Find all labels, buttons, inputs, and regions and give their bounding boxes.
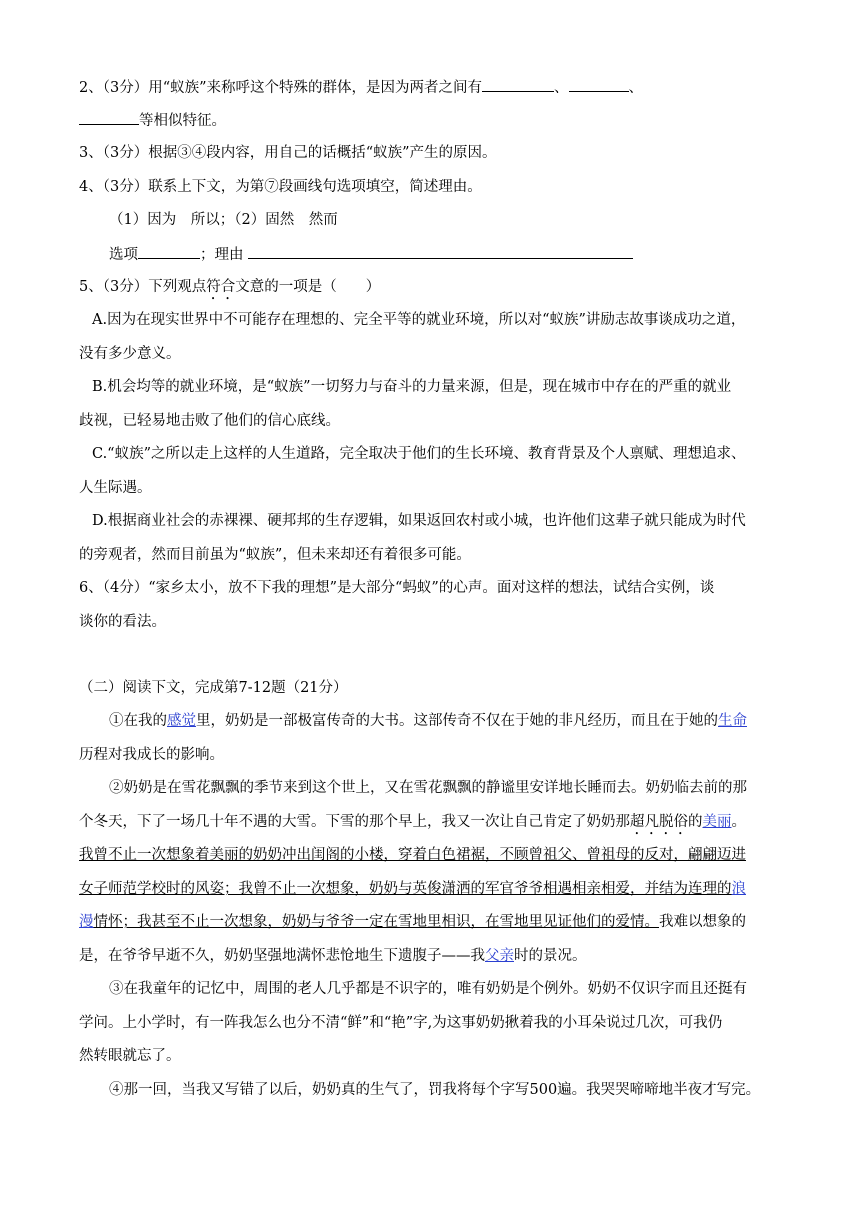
paragraph-2-line-3: 我曾不止一次想象着美丽的奶奶冲出闺阁的小楼，穿着白色裙裾，不顾曾祖父、曾祖母的反对，翩翩迈进 [79, 847, 746, 863]
question-4-options: （1）因为 所以；（2）固然 然而 [109, 212, 338, 228]
question-2-line-2: 等相似特征。 [79, 110, 226, 131]
question-6-line-1: 6、（4分）“家乡太小，放不下我的理想”是大部分“蚂蚁”的心声。面对这样的想法，试结合实例，谈 [79, 580, 715, 596]
paragraph-1-line-2: 历程对我成长的影响。 [79, 747, 224, 763]
paragraph-2-line-1: ②奶奶是在雪花飘飘的季节来到这个世上，又在雪花飘飘的静谧里安详地长睡而去。奶奶临去前的那 [109, 780, 747, 796]
answer-blank[interactable] [569, 77, 629, 92]
question-4: 4、（3分）联系上下文，为第⑦段画线句选项填空，简述理由。 [79, 179, 482, 195]
link-shengming[interactable]: 生命 [718, 713, 747, 729]
section-2-heading: （二）阅读下文，完成第7-12题（21分） [79, 680, 348, 696]
paragraph-1-line-1: ①在我的感觉里，奶奶是一部极富传奇的大书。这部传奇不仅在于她的非凡经历，而且在于她的生命 [109, 713, 747, 729]
link-langman-2[interactable]: 漫 [79, 914, 94, 930]
option-b-line-2: 歧视，已轻易地击败了他们的信心底线。 [79, 413, 340, 429]
question-2-line-1: 2、（3分）用“蚁族”来称呼这个特殊的群体，是因为两者之间有 、 、 [79, 77, 643, 98]
question-3: 3、（3分）根据③④段内容，用自己的话概括“蚁族”产生的原因。 [79, 145, 497, 161]
paragraph-2-line-5: 漫情怀；我甚至不止一次想象，奶奶与爷爷一定在雪地里相识，在雪地里见证他们的爱情。我难以想象的 [79, 914, 746, 930]
option-c-line-1: C.“蚁族”之所以走上这样的人生道路，完全取决于他们的生长环境、教育背景及个人禀赋、理想追求、 [92, 446, 746, 462]
paragraph-4-line-1: ④那一回，当我又写错了以后，奶奶真的生气了，罚我将每个字写500遍。我哭哭啼啼地半夜才写完。 [109, 1082, 761, 1098]
paragraph-3-line-3: 然转眼就忘了。 [79, 1048, 181, 1064]
answer-blank[interactable] [79, 110, 139, 125]
option-d-line-1: D.根据商业社会的赤裸裸、硬邦邦的生存逻辑，如果返回农村或小城，也许他们这辈子就只能成为时代 [92, 513, 746, 529]
option-d-line-2: 的旁观者，然而目前虽为“蚁族”，但未来却还有着很多可能。 [79, 547, 471, 563]
link-fuqin[interactable]: 父亲 [485, 948, 514, 964]
option-a-line-2: 没有多少意义。 [79, 346, 181, 362]
answer-blank[interactable] [482, 77, 554, 92]
question-4-answer-line: 选项 ；理由 [109, 244, 633, 265]
link-ganjue[interactable]: 感觉 [167, 713, 196, 729]
option-a-line-1: A.因为在现实世界中不可能存在理想的、完全平等的就业环境，所以对“蚁族”讲励志故事谈成功之道， [92, 312, 746, 328]
paragraph-3-line-2: 学问。上小学时，有一阵我怎么也分不清“鲜”和“艳”字,为这事奶奶揪着我的小耳朵说过几次，可我仍 [79, 1015, 723, 1031]
link-langman-1[interactable]: 浪 [731, 881, 746, 897]
question-5: 5、（3分）下列观点符合文意的一项是（ ） [79, 279, 381, 295]
paragraph-2-line-6: 是，在爷爷早逝不久，奶奶坚强地满怀悲怆地生下遗腹子——我父亲时的景况。 [79, 948, 587, 964]
option-blank[interactable] [138, 244, 200, 259]
paragraph-3-line-1: ③在我童年的记忆中，周围的老人几乎都是不识字的，唯有奶奶是个例外。奶奶不仅识字而且还挺有 [109, 981, 747, 997]
paragraph-2-line-4: 女子师范学校时的风姿；我曾不止一次想象，奶奶与英俊潇洒的军官爷爷相遇相亲相爱，并结为连理的浪 [79, 881, 746, 897]
question-6-line-2: 谈你的看法。 [79, 614, 166, 630]
paragraph-2-line-2: 个冬天，下了一场几十年不遇的大雪。下雪的那个早上，我又一次让自己肯定了奶奶那超凡脱俗的美丽。 [79, 814, 746, 830]
option-b-line-1: B.机会均等的就业环境，是“蚁族”一切努力与奋斗的力量来源，但是，现在城市中存在的严重的就业 [92, 379, 732, 395]
link-meili[interactable]: 美丽 [702, 814, 732, 830]
reason-blank[interactable] [248, 244, 633, 259]
option-c-line-2: 人生际遇。 [79, 480, 152, 496]
